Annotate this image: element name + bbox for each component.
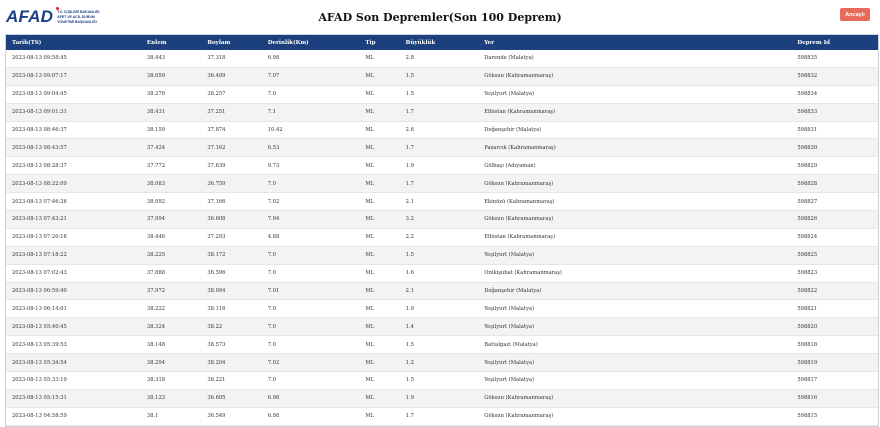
table-row[interactable] [6, 354, 878, 372]
cell-latitude: 38.276 [141, 85, 201, 103]
logo-sub-line: AFET VE ACİL DURUM [57, 14, 95, 19]
cell-type: ML [359, 50, 399, 67]
cell-latitude: 37.972 [141, 282, 201, 300]
cell-depth: 7.0 [262, 318, 360, 336]
cell-date: 2023-08-13 09:58:45 [6, 50, 141, 67]
cell-date: 2023-08-13 08:46:37 [6, 121, 141, 139]
cell-date: 2023-08-13 05:34:54 [6, 354, 141, 372]
table-row[interactable] [6, 50, 878, 67]
cell-latitude: 38.431 [141, 103, 201, 121]
cell-depth: 7.0 [262, 175, 360, 193]
cell-event-id: 598827 [791, 193, 878, 211]
cell-longitude: 37.251 [201, 103, 261, 121]
cell-date: 2023-08-13 07:43:21 [6, 211, 141, 229]
cell-location: Pazarcık (Kahramanmaraş) [478, 139, 791, 157]
cell-magnitude: 1.4 [400, 318, 479, 336]
cell-magnitude: 1.7 [400, 175, 479, 193]
table-row[interactable] [6, 67, 878, 85]
cell-magnitude: 1.2 [400, 354, 479, 372]
cell-date: 2023-08-13 06:59:40 [6, 282, 141, 300]
cell-date: 2023-08-13 07:02:43 [6, 264, 141, 282]
cell-longitude: 36.605 [201, 389, 261, 407]
cell-latitude: 38.446 [141, 228, 201, 246]
table-row[interactable] [6, 103, 878, 121]
cell-latitude: 38.294 [141, 354, 201, 372]
cell-depth: 7.07 [262, 67, 360, 85]
cell-location: Göksun (Kahramanmaraş) [478, 211, 791, 229]
logo-sub-line: YÖNETİMİ BAŞKANLIĞI [57, 19, 97, 24]
cell-type: ML [359, 175, 399, 193]
cell-event-id: 598828 [791, 175, 878, 193]
cell-magnitude: 1.7 [400, 103, 479, 121]
cell-depth: 7.94 [262, 211, 360, 229]
cell-longitude: 38.204 [201, 354, 261, 372]
cell-depth: 6.98 [262, 50, 360, 67]
cell-longitude: 38.257 [201, 85, 261, 103]
column-header-event-id[interactable]: Deprem Id [797, 39, 831, 46]
cell-latitude: 37.994 [141, 211, 201, 229]
cell-date: 2023-08-13 09:01:31 [6, 103, 141, 121]
table-row[interactable] [6, 228, 878, 246]
cell-type: ML [359, 139, 399, 157]
table-row[interactable] [6, 318, 878, 336]
cell-event-id: 598833 [791, 103, 878, 121]
table-row[interactable] [6, 372, 878, 390]
table-row[interactable] [6, 175, 878, 193]
cell-depth: 6.98 [262, 407, 360, 425]
cell-depth: 9.73 [262, 157, 360, 175]
cell-event-id: 598825 [791, 246, 878, 264]
cell-depth: 4.88 [262, 228, 360, 246]
cell-location: Yeşilyurt (Malatya) [478, 85, 791, 103]
cell-type: ML [359, 354, 399, 372]
cell-event-id: 598826 [791, 211, 878, 229]
cell-magnitude: 1.6 [400, 264, 479, 282]
cell-latitude: 38.083 [141, 175, 201, 193]
cell-longitude: 36.608 [201, 211, 261, 229]
cell-depth: 10.42 [262, 121, 360, 139]
cell-latitude: 38.324 [141, 318, 201, 336]
cell-location: Yeşilyurt (Malatya) [478, 318, 791, 336]
cell-magnitude: 1.5 [400, 372, 479, 390]
cell-magnitude: 2.6 [400, 121, 479, 139]
cell-latitude: 38.059 [141, 67, 201, 85]
cell-location: Darende (Malatya) [478, 50, 791, 67]
column-header-type[interactable]: Tip [365, 39, 376, 46]
cell-date: 2023-08-13 07:18:22 [6, 246, 141, 264]
cell-magnitude: 2.2 [400, 228, 479, 246]
column-header-depth[interactable]: Derinlik(Km) [267, 39, 309, 46]
cell-depth: 7.0 [262, 246, 360, 264]
cell-location: Yeşilyurt (Malatya) [478, 246, 791, 264]
table-body [6, 50, 878, 425]
cell-type: ML [359, 246, 399, 264]
table-row[interactable] [6, 85, 878, 103]
table-row[interactable] [6, 282, 878, 300]
table-row[interactable] [6, 264, 878, 282]
cell-event-id: 598818 [791, 336, 878, 354]
cell-type: ML [359, 121, 399, 139]
cell-longitude: 37.318 [201, 50, 261, 67]
cell-location: Elbistan (Kahramanmaraş) [478, 103, 791, 121]
cell-type: ML [359, 318, 399, 336]
cell-event-id: 598830 [791, 139, 878, 157]
earthquake-table [5, 34, 879, 427]
cell-location: Yeşilyurt (Malatya) [478, 354, 791, 372]
cell-longitude: 37.162 [201, 139, 261, 157]
cell-date: 2023-08-13 05:15:31 [6, 389, 141, 407]
cell-type: ML [359, 336, 399, 354]
cell-event-id: 598832 [791, 67, 878, 85]
clear-button[interactable]: Ancaylı [840, 8, 870, 21]
cell-type: ML [359, 282, 399, 300]
cell-longitude: 36.596 [201, 264, 261, 282]
cell-latitude: 38.092 [141, 193, 201, 211]
cell-longitude: 38.094 [201, 282, 261, 300]
cell-depth: 6.98 [262, 389, 360, 407]
cell-depth: 7.0 [262, 336, 360, 354]
cell-event-id: 598835 [791, 50, 878, 67]
cell-magnitude: 1.5 [400, 336, 479, 354]
logo-text: AFAD [6, 7, 54, 26]
cell-location: Elbistan (Kahramanmaraş) [478, 228, 791, 246]
cell-magnitude: 1.7 [400, 407, 479, 425]
table-row[interactable] [6, 211, 878, 229]
cell-type: ML [359, 211, 399, 229]
table-row[interactable] [6, 121, 878, 139]
table-row[interactable] [6, 246, 878, 264]
cell-longitude: 36.549 [201, 407, 261, 425]
cell-date: 2023-08-13 05:33:19 [6, 372, 141, 390]
cell-longitude: 38.573 [201, 336, 261, 354]
cell-date: 2023-08-13 04:58:59 [6, 407, 141, 425]
cell-latitude: 38.148 [141, 336, 201, 354]
column-header-date[interactable]: Tarih(TS) [12, 39, 42, 46]
cell-event-id: 598823 [791, 264, 878, 282]
cell-type: ML [359, 103, 399, 121]
cell-depth: 7.0 [262, 264, 360, 282]
cell-type: ML [359, 228, 399, 246]
cell-location: Ekinözü (Kahramanmaraş) [478, 193, 791, 211]
logo-dot-icon [56, 7, 59, 10]
cell-date: 2023-08-13 08:28:37 [6, 157, 141, 175]
cell-event-id: 598822 [791, 282, 878, 300]
page-title: AFAD Son Depremler(Son 100 Deprem) [318, 11, 562, 24]
cell-longitude: 38.172 [201, 246, 261, 264]
cell-latitude: 38.225 [141, 246, 201, 264]
cell-type: ML [359, 300, 399, 318]
cell-depth: 6.53 [262, 139, 360, 157]
cell-latitude: 38.443 [141, 50, 201, 67]
cell-latitude: 38.123 [141, 389, 201, 407]
cell-longitude: 37.166 [201, 193, 261, 211]
cell-event-id: 598834 [791, 85, 878, 103]
cell-latitude: 38.222 [141, 300, 201, 318]
cell-longitude: 38.221 [201, 372, 261, 390]
cell-magnitude: 1.9 [400, 300, 479, 318]
cell-date: 2023-08-13 09:04:45 [6, 85, 141, 103]
cell-depth: 7.0 [262, 372, 360, 390]
cell-longitude: 37.639 [201, 157, 261, 175]
cell-latitude: 38.159 [141, 121, 201, 139]
cell-date: 2023-08-13 08:43:57 [6, 139, 141, 157]
cell-date: 2023-08-13 08:22:09 [6, 175, 141, 193]
cell-event-id: 598820 [791, 318, 878, 336]
cell-location: Battalgazi (Malatya) [478, 336, 791, 354]
cell-date: 2023-08-13 05:40:45 [6, 318, 141, 336]
cell-longitude: 38.22 [201, 318, 261, 336]
logo-sub-line: T.C. İÇİŞLERİ BAKANLIĞI [57, 9, 100, 14]
table-row[interactable] [6, 193, 878, 211]
cell-date: 2023-08-13 06:14:01 [6, 300, 141, 318]
cell-event-id: 598816 [791, 389, 878, 407]
cell-magnitude: 1.5 [400, 85, 479, 103]
table-header-row [6, 35, 878, 50]
cell-event-id: 598824 [791, 228, 878, 246]
cell-event-id: 598819 [791, 354, 878, 372]
cell-event-id: 598829 [791, 157, 878, 175]
cell-magnitude: 1.9 [400, 157, 479, 175]
cell-magnitude: 1.9 [400, 389, 479, 407]
cell-depth: 7.02 [262, 193, 360, 211]
cell-location: Yeşilyurt (Malatya) [478, 372, 791, 390]
cell-location: Göksun (Kahramanmaraş) [478, 389, 791, 407]
table-row[interactable] [6, 139, 878, 157]
cell-depth: 7.1 [262, 103, 360, 121]
column-header-latitude[interactable]: Enlem [146, 39, 167, 46]
cell-longitude: 36.759 [201, 175, 261, 193]
cell-date: 2023-08-13 05:39:53 [6, 336, 141, 354]
cell-longitude: 36.409 [201, 67, 261, 85]
cell-depth: 7.0 [262, 85, 360, 103]
column-header-location[interactable]: Yer [484, 39, 495, 46]
cell-event-id: 598821 [791, 300, 878, 318]
cell-type: ML [359, 193, 399, 211]
cell-longitude: 37.874 [201, 121, 261, 139]
cell-type: ML [359, 67, 399, 85]
cell-magnitude: 2.8 [400, 50, 479, 67]
cell-latitude: 37.888 [141, 264, 201, 282]
cell-magnitude: 1.7 [400, 139, 479, 157]
cell-date: 2023-08-13 09:07:17 [6, 67, 141, 85]
cell-longitude: 37.293 [201, 228, 261, 246]
cell-type: ML [359, 85, 399, 103]
cell-date: 2023-08-13 07:46:26 [6, 193, 141, 211]
cell-latitude: 37.772 [141, 157, 201, 175]
table-row[interactable] [6, 389, 878, 407]
cell-latitude: 38.318 [141, 372, 201, 390]
cell-date: 2023-08-13 07:20:18 [6, 228, 141, 246]
cell-longitude: 38.116 [201, 300, 261, 318]
column-header-magnitude[interactable]: Büyüklük [405, 39, 436, 46]
page-header [0, 0, 880, 34]
cell-magnitude: 1.5 [400, 67, 479, 85]
cell-type: ML [359, 264, 399, 282]
cell-location: Göksun (Kahramanmaraş) [478, 407, 791, 425]
cell-magnitude: 3.2 [400, 211, 479, 229]
cell-magnitude: 1.5 [400, 246, 479, 264]
cell-type: ML [359, 407, 399, 425]
cell-depth: 7.0 [262, 300, 360, 318]
cell-event-id: 598817 [791, 372, 878, 390]
cell-latitude: 38.1 [141, 407, 201, 425]
cell-location: Göksun (Kahramanmaraş) [478, 175, 791, 193]
cell-latitude: 37.424 [141, 139, 201, 157]
cell-depth: 7.01 [262, 282, 360, 300]
cell-location: Gölbaşı (Adıyaman) [478, 157, 791, 175]
table-row[interactable] [6, 407, 878, 425]
table-row[interactable] [6, 300, 878, 318]
table-row[interactable] [6, 157, 878, 175]
cell-type: ML [359, 157, 399, 175]
table-row[interactable] [6, 336, 878, 354]
cell-magnitude: 2.1 [400, 282, 479, 300]
cell-event-id: 598831 [791, 121, 878, 139]
column-header-longitude[interactable]: Boylam [207, 39, 231, 46]
cell-event-id: 598815 [791, 407, 878, 425]
cell-location: Yeşilyurt (Malatya) [478, 300, 791, 318]
cell-location: Onikişubat (Kahramanmaraş) [478, 264, 791, 282]
cell-magnitude: 2.1 [400, 193, 479, 211]
cell-type: ML [359, 372, 399, 390]
cell-location: Doğanşehir (Malatya) [478, 282, 791, 300]
cell-location: Göksun (Kahramanmaraş) [478, 67, 791, 85]
cell-depth: 7.02 [262, 354, 360, 372]
cell-location: Doğanşehir (Malatya) [478, 121, 791, 139]
cell-type: ML [359, 389, 399, 407]
